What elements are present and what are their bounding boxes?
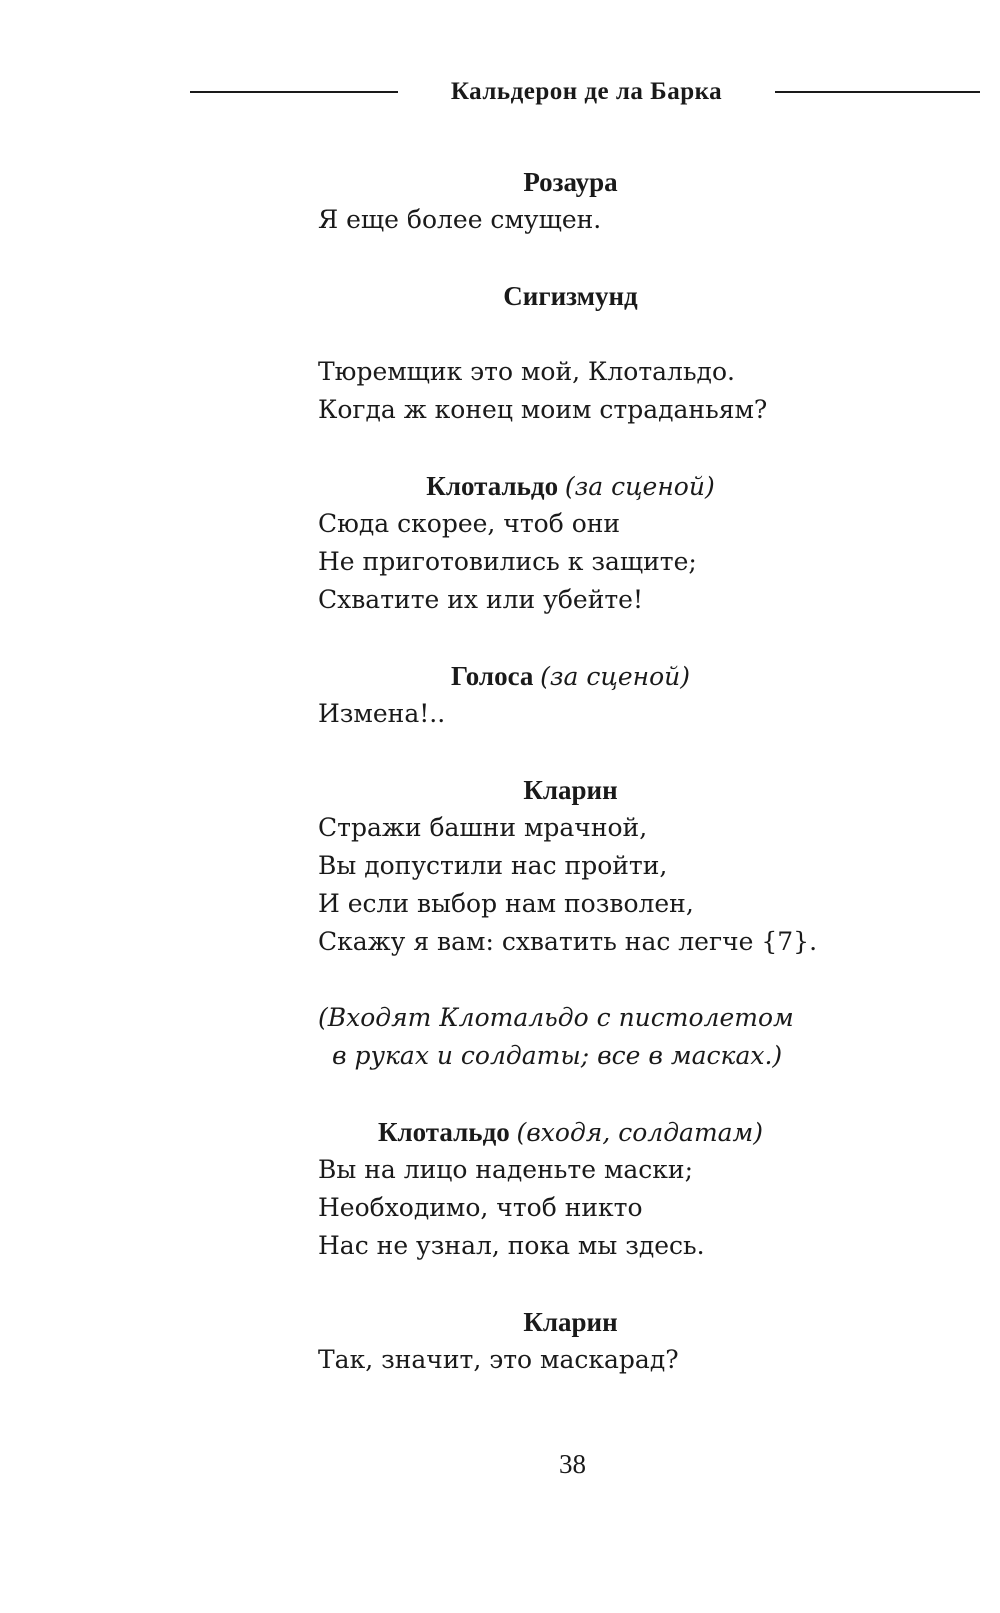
verse-line: Я еще более смущен.	[318, 205, 602, 234]
verse-line: Так, значит, это маскарад?	[318, 1345, 679, 1374]
verse-line: Вы на лицо наденьте маски;	[318, 1155, 694, 1184]
speaker-direction: (за сценой)	[564, 472, 715, 501]
verse-line: Нас не узнал, пока мы здесь.	[318, 1231, 705, 1260]
page-number: 38	[559, 1449, 586, 1479]
verse-line: Тюремщик это мой, Клотальдо.	[318, 357, 735, 386]
stage-direction-line: в руках и солдаты; все в масках.)	[332, 1041, 783, 1070]
header-rule-right	[775, 91, 980, 93]
verse-line: Стражи башни мрачной,	[318, 813, 648, 842]
verse-line: Когда ж конец моим страданьям?	[318, 395, 768, 424]
header-rule-left	[190, 91, 398, 93]
speaker-name: Розаура	[523, 167, 618, 197]
speaker-name: Голоса	[450, 661, 534, 691]
verse-line: Вы допустили нас пройти,	[318, 851, 668, 880]
verse-line: Не приготовились к защите;	[318, 547, 697, 576]
speaker-heading	[318, 1113, 878, 1151]
verse-line: И если выбор нам позволен,	[318, 889, 694, 918]
speaker-heading	[318, 657, 878, 695]
stage-direction-line: (Входят Клотальдо с пистолетом	[318, 1003, 794, 1032]
speaker-direction: (входя, солдатам)	[516, 1118, 764, 1147]
speaker-heading	[318, 467, 878, 505]
speaker-name: Клотальдо	[426, 471, 559, 501]
running-head	[190, 74, 980, 110]
verse-line: Скажу я вам: схватить нас легче {7}.	[318, 927, 818, 956]
running-title: Кальдерон де ла Барка	[450, 78, 723, 105]
speaker-name: Кларин	[523, 775, 618, 805]
verse-line: Сюда скорее, чтоб они	[318, 509, 621, 538]
speaker-direction: (за сценой)	[540, 662, 691, 691]
verse-line: Измена!..	[318, 699, 446, 728]
speaker-name: Сигизмунд	[503, 281, 638, 311]
speaker-name: Клотальдо	[377, 1117, 510, 1147]
speaker-name: Кларин	[523, 1307, 618, 1337]
verse-line: Необходимо, чтоб никто	[318, 1193, 643, 1222]
verse-line: Схватите их или убейте!	[318, 585, 644, 614]
play-text	[318, 163, 878, 1379]
